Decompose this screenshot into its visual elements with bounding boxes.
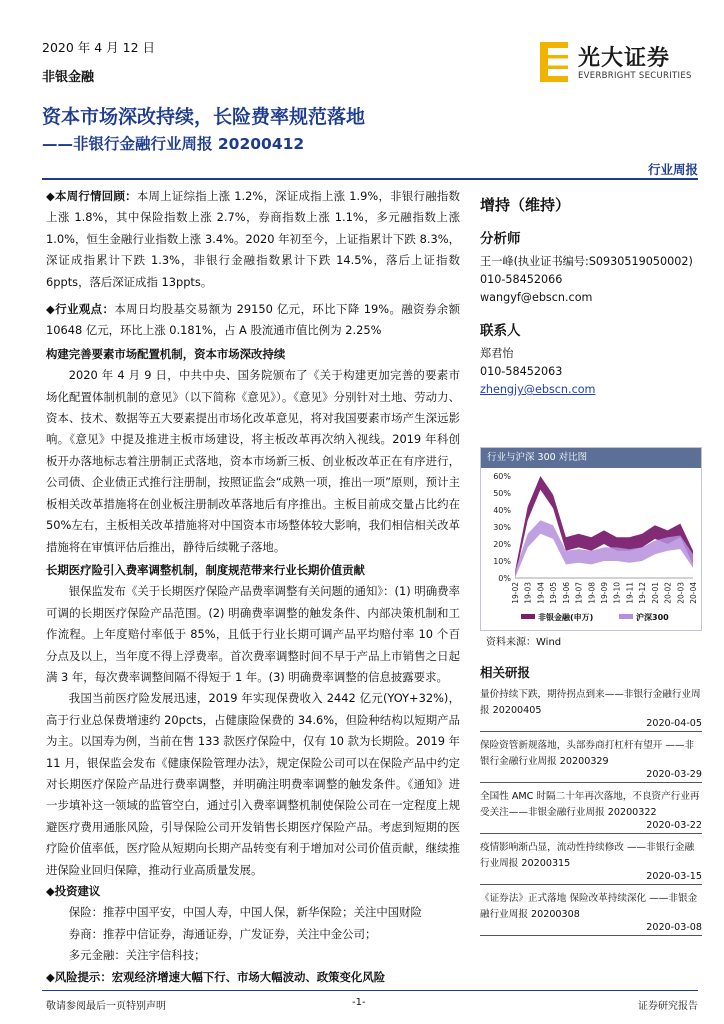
- y-tick-label: 20%: [493, 540, 511, 549]
- footer-disclaimer: 敬请参阅最后一页特别声明: [46, 1001, 166, 1012]
- x-tick-label: 19-04: [536, 582, 546, 604]
- x-tick-label: 19-10: [612, 582, 622, 604]
- related-report-item[interactable]: [480, 738, 702, 783]
- rating: 增持（维持）: [480, 196, 571, 214]
- paragraph-capital-market: 2020 年 4 月 9 日，中共中央、国务院颁布了《关于构建更加完善的要素市场化配置体制机制的意见》（以下简称《意见》）。《意见》分别针对土地、劳动力、资本、技术、数据等五大要素提出市场化改革意见，将对我国要素市场产生深远影响。《意见》中提及推进主板市场建设，将主板改革再次纳入视线。2019 年科创板开办落地标志着注册制正式落地，资本市场新三板、创业板改革正在有序进行，公司债、企业债正式推行注册制，按照证监会“成熟一项，推出一项”原则，预计主板相关改革措施将在创业板注册制改革落地后有序推出。主板目前成交量占比约在 50%左右，主板相关改革措施将对中国资本市场整体较大影响，我们相信相关改革措施将在审慎评估后推出，静待后续靴子落地。: [46, 368, 460, 554]
- industry-view-label: ◆行业观点：: [46, 302, 115, 317]
- market-review: [46, 186, 460, 293]
- related-reports-heading: 相关研报: [480, 665, 531, 680]
- x-tick-label: 19-02: [511, 582, 520, 604]
- related-report-item[interactable]: [480, 840, 702, 885]
- related-report-title: 量价持续下跌，期待拐点到来——非银行金融行业周报 20200405: [480, 689, 701, 716]
- everbright-logo-icon: [538, 40, 570, 84]
- x-tick-label: 20-04: [689, 582, 698, 604]
- logo-chinese-name: 光大证券: [578, 46, 671, 71]
- related-report-title: 全国性 AMC 时隔二十年再次落地，不良资产行业再受关注——非银金融行业周报 20200322: [480, 791, 700, 818]
- x-tick-label: 19-08: [587, 582, 597, 604]
- x-tick-label: 19-03: [523, 582, 533, 604]
- related-reports: [480, 663, 702, 936]
- related-report-item[interactable]: [480, 789, 702, 834]
- contact-email-link[interactable]: zhengjy@ebscn.com: [480, 383, 596, 396]
- main-body: [46, 186, 460, 988]
- report-title: 资本市场深改持续，长险费率规范落地: [42, 106, 366, 128]
- contact-name: 郑君怡: [480, 347, 514, 360]
- paragraph-rate-notice: 银保监发布《关于长期医疗保险产品费率调整有关问题的通知》：(1) 明确费率可调的长期医疗保险产品范围。(2) 明确费率调整的触发条件、内部决策机制和工作流程。上年度赔付率低于 85%，且低于行业长期可调产品平均赔付率 10 个百分点及以上，当年度不得上浮费率。首次费率调整时间不早于产品上市销售之日起满 3 年，每次费率调整间隔不得短于 1 年。(3) 明确费率调整的信息披露要求。: [46, 584, 460, 684]
- footer-doc-type: 证券研究报告: [638, 1001, 698, 1012]
- report-subtitle: ——非银行金融行业周报 20200412: [42, 135, 305, 153]
- chart-plot: [481, 468, 701, 630]
- analyst-heading: 分析师: [480, 231, 521, 247]
- section-heading-capital-market: 构建完善要素市场配置机制，资本市场深改持续: [46, 346, 286, 361]
- report-type: 行业周报: [647, 162, 698, 177]
- report-date: 2020 年 4 月 12 日: [42, 40, 156, 55]
- related-report-title: 疫情影响渐凸显，流动性持续修改 ——非银行金融行业周报 20200315: [480, 842, 695, 869]
- y-tick-label: 60%: [493, 472, 511, 481]
- y-tick-label: 40%: [493, 506, 511, 515]
- y-tick-label: 0%: [498, 574, 511, 583]
- related-report-item[interactable]: [480, 891, 702, 936]
- series-area-1: [515, 520, 693, 578]
- advice-brokers: 券商：推荐中信证券，海通证券，广发证券，关注中金公司；: [68, 926, 377, 941]
- analyst-phone: 010-58452066: [480, 273, 563, 286]
- sector-label: 非银金融: [42, 70, 95, 85]
- x-tick-label: 19-11: [625, 582, 635, 604]
- advice-diversified: 多元金融：关注宇信科技；: [68, 948, 206, 963]
- x-tick-label: 20-02: [663, 582, 673, 604]
- related-report-date: 2020-04-05: [480, 718, 702, 732]
- x-tick-label: 19-05: [549, 582, 559, 604]
- x-tick-label: 19-12: [638, 582, 648, 604]
- contact-phone: 010-58452063: [480, 365, 563, 378]
- footer-divider: [42, 990, 698, 991]
- analyst-email: wangyf@ebscn.com: [480, 291, 593, 304]
- market-review-text: 本周上证综指上涨 1.2%，深证成指上涨 1.9%，非银行融指数上涨 1.8%，其中保险指数上涨 2.7%，券商指数上涨 1.1%，多元融指数上涨 1.0%，恒生金融行业指数上涨 3.4%。2020 年初至今，上证指累计下跌 8.3%，深证成指累计下跌 1.3%，非银行金融指数累计下跌 14.5%，落后上证指数 6ppts，落后深证成指 13ppts。: [46, 189, 460, 289]
- x-tick-label: 19-06: [561, 582, 571, 604]
- legend-label: 沪深300: [636, 613, 669, 622]
- legend-label: 非银金融(申万): [538, 613, 594, 622]
- comparison-chart: [480, 447, 702, 631]
- y-tick-label: 30%: [493, 523, 511, 532]
- paragraph-medical-market: 我国当前医疗险发展迅速，2019 年实现保费收入 2442 亿元(YOY+32%)，高于行业总保费增速约 20pcts，占健康险保费的 34.6%，但险种结构以短期产品为主。以国寿为例，当前在售 133 款医疗保险中，仅有 10 款为长期险。2019 年 11 月，银保监会发布《健康保险管理办法》，规定保险公司可以在保险产品中约定对长期医疗保险产品进行费率调整，并明确注明费率调整的触发条件。《通知》进一步填补这一领域的监管空白，通过引入费率调整机制使保险公司在一定程度上规避医疗费用通胀风险，引导保险公司开发销售长期医疗保险产品。考虑到短期的医疗险价值率低，医疗险从短期向长期产品转变有利于增加对公司价值贡献，继续推进保险业回归保障，推动行业高质量发展。: [46, 691, 460, 877]
- related-report-date: 2020-03-08: [480, 922, 702, 936]
- related-report-date: 2020-03-29: [480, 769, 702, 783]
- y-tick-label: 50%: [493, 489, 511, 498]
- advice-insurance: 保险：推荐中国平安，中国人寿，中国人保，新华保险；关注中国财险: [68, 905, 422, 920]
- x-tick-label: 19-09: [600, 582, 609, 604]
- risk-warning: [46, 967, 460, 988]
- legend-swatch: [619, 614, 633, 619]
- investment-advice-heading: ◆投资建议: [46, 884, 101, 898]
- industry-view: [46, 299, 460, 342]
- related-report-title: 《证券法》正式落地 保险改革持续深化 ——非银金融行业周报 20200308: [480, 893, 698, 920]
- contact-heading: 联系人: [480, 323, 521, 339]
- related-report-title: 保险资管新规落地，头部券商打杠杆有望开 ——非银行金融行业周报 20200329: [480, 740, 695, 767]
- sidebar: [480, 186, 702, 399]
- related-report-date: 2020-03-15: [480, 871, 702, 885]
- related-report-item[interactable]: [480, 687, 702, 732]
- chart-source: 资料来源：Wind: [486, 637, 562, 648]
- logo-english-name: EVERBRIGHT SECURITIES: [578, 71, 692, 81]
- y-tick-label: 10%: [493, 557, 511, 566]
- section-heading-medical-insurance: 长期医疗险引入费率调整机制，制度规范带来行业长期价值贡献: [46, 562, 365, 577]
- risk-label: ◆风险提示：: [46, 969, 112, 984]
- risk-text: 宏观经济增速大幅下行、市场大幅波动、政策变化风险: [111, 969, 386, 984]
- market-review-label: ◆本周行情回顾：: [46, 189, 137, 203]
- x-tick-label: 20-01: [650, 582, 660, 604]
- x-tick-label: 20-03: [676, 582, 686, 604]
- x-tick-label: 19-07: [574, 582, 584, 604]
- company-logo: [538, 40, 708, 86]
- page-number: -1-: [352, 997, 366, 1008]
- industry-view-text: 本周日均股基交易额为 29150 亿元，环比下降 19%。融资券余额 10648 亿元，环比上涨 0.181%，占 A 股流通市值比例为 2.25%: [46, 302, 461, 338]
- related-report-date: 2020-03-22: [480, 820, 702, 834]
- legend-swatch: [521, 614, 535, 619]
- chart-title: 行业与沪深 300 对比图: [481, 448, 701, 468]
- header-divider: [42, 178, 698, 180]
- analyst-name: 王一峰(执业证书编号:S0930519050002): [480, 255, 693, 268]
